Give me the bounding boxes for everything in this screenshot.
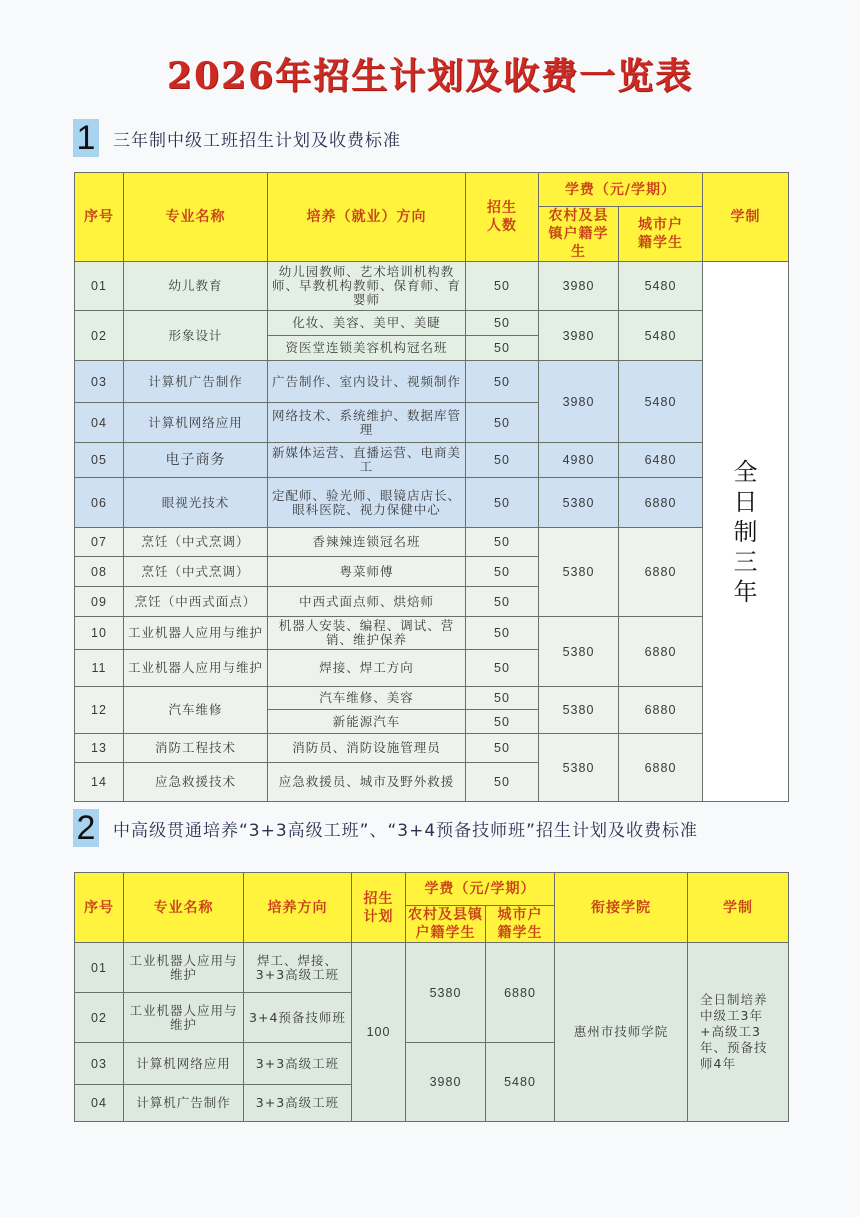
row-seq: 12 (75, 687, 124, 734)
row-fee-rural: 5380 (539, 617, 619, 687)
row-direction: 新能源汽车 (268, 710, 466, 734)
row-seq: 04 (75, 403, 124, 443)
section-1-heading (73, 119, 401, 157)
system-cell (703, 262, 789, 802)
table-row (75, 443, 789, 478)
table-row (75, 943, 789, 993)
header-plan: 招生计划 (352, 873, 406, 943)
header-seq: 序号 (75, 173, 124, 262)
row-direction: 香辣辣连锁冠名班 (268, 528, 466, 557)
table-row (75, 311, 789, 336)
row-fee-urban: 5480 (619, 311, 703, 361)
enrollment-table-2 (74, 872, 789, 1122)
row-direction: 资医堂连锁美容机构冠名班 (268, 336, 466, 361)
header-fee-urban: 城市户籍学生 (486, 906, 555, 943)
row-seq: 02 (75, 993, 124, 1043)
row-direction: 消防员、消防设施管理员 (268, 734, 466, 763)
row-enroll: 50 (466, 587, 539, 617)
table-row (75, 687, 789, 710)
header-system: 学制 (703, 173, 789, 262)
row-major: 眼视光技术 (124, 478, 268, 528)
row-fee-urban: 6880 (619, 528, 703, 617)
section-title: 三年制中级工班招生计划及收费标准 (113, 130, 401, 151)
row-fee-urban: 6880 (619, 687, 703, 734)
row-direction: 3+3高级工班 (244, 1085, 352, 1122)
row-fee-rural: 3980 (539, 361, 619, 443)
system-value: 全日制培养中级工3年+高级工3年、预备技师4年 (700, 992, 768, 1071)
row-seq: 07 (75, 528, 124, 557)
row-fee-urban: 5480 (486, 1043, 555, 1122)
table-row (75, 262, 789, 311)
row-direction: 中西式面点师、烘焙师 (268, 587, 466, 617)
header-major: 专业名称 (124, 173, 268, 262)
row-seq: 03 (75, 1043, 124, 1085)
system-value: 全日制三年 (733, 457, 758, 606)
header-fee-rural: 农村及县镇户籍学生 (406, 906, 486, 943)
header-major: 专业名称 (124, 873, 244, 943)
section-2-heading (73, 809, 698, 847)
row-major: 工业机器人应用与维护 (124, 617, 268, 650)
row-enroll: 50 (466, 710, 539, 734)
row-seq: 04 (75, 1085, 124, 1122)
row-seq: 03 (75, 361, 124, 403)
table-row (75, 361, 789, 403)
section-number-badge: 1 (73, 119, 99, 157)
row-fee-urban: 6880 (619, 617, 703, 687)
row-fee-rural: 5380 (539, 687, 619, 734)
row-direction: 焊接、焊工方向 (268, 650, 466, 687)
row-direction: 网络技术、系统维护、数据库管理 (268, 403, 466, 443)
row-fee-rural: 4980 (539, 443, 619, 478)
row-fee-urban: 5480 (619, 361, 703, 443)
row-seq: 06 (75, 478, 124, 528)
row-fee-urban: 6880 (619, 478, 703, 528)
row-fee-rural: 5380 (539, 734, 619, 802)
plan-value: 100 (352, 943, 406, 1122)
header-college: 衔接学院 (555, 873, 688, 943)
row-seq: 08 (75, 557, 124, 587)
system-cell (688, 943, 789, 1122)
row-major: 工业机器人应用与维护 (124, 993, 244, 1043)
row-fee-urban: 6880 (486, 943, 555, 1043)
row-enroll: 50 (466, 262, 539, 311)
section-number-badge: 2 (73, 809, 99, 847)
table-row (75, 528, 789, 557)
row-direction: 广告制作、室内设计、视频制作 (268, 361, 466, 403)
header-fee-rural: 农村及县镇户籍学生 (539, 207, 619, 262)
row-enroll: 50 (466, 311, 539, 336)
row-major: 幼儿教育 (124, 262, 268, 311)
row-major: 电子商务 (124, 443, 268, 478)
row-enroll: 50 (466, 617, 539, 650)
row-enroll: 50 (466, 478, 539, 528)
row-direction: 粤菜师傅 (268, 557, 466, 587)
row-direction: 化妆、美容、美甲、美睫 (268, 311, 466, 336)
row-direction: 3+3高级工班 (244, 1043, 352, 1085)
row-fee-rural: 5380 (539, 528, 619, 617)
row-seq: 10 (75, 617, 124, 650)
row-fee-rural: 5380 (539, 478, 619, 528)
row-enroll: 50 (466, 443, 539, 478)
header-direction: 培养（就业）方向 (268, 173, 466, 262)
row-direction: 应急救援员、城市及野外救援 (268, 763, 466, 802)
row-enroll: 50 (466, 336, 539, 361)
table-row (75, 734, 789, 763)
row-direction: 机器人安装、编程、调试、营销、维护保养 (268, 617, 466, 650)
page-title: 2026年招生计划及收费一览表 (166, 55, 694, 97)
header-system: 学制 (688, 873, 789, 943)
row-major: 烹饪（中式烹调） (124, 528, 268, 557)
row-major: 形象设计 (124, 311, 268, 361)
section-title: 中高级贯通培养“3+3高级工班”、“3+4预备技师班”招生计划及收费标准 (113, 820, 698, 841)
row-direction: 焊工、焊接、3+3高级工班 (244, 943, 352, 993)
row-major: 消防工程技术 (124, 734, 268, 763)
row-fee-rural: 3980 (406, 1043, 486, 1122)
row-major: 烹饪（中西式面点） (124, 587, 268, 617)
row-major: 汽车维修 (124, 687, 268, 734)
row-enroll: 50 (466, 528, 539, 557)
row-enroll: 50 (466, 557, 539, 587)
row-enroll: 50 (466, 403, 539, 443)
row-seq: 13 (75, 734, 124, 763)
row-seq: 02 (75, 311, 124, 361)
header-fee-group: 学费（元/学期） (539, 173, 703, 207)
row-seq: 14 (75, 763, 124, 802)
row-major: 烹饪（中式烹调） (124, 557, 268, 587)
row-direction: 定配师、验光师、眼镜店店长、眼科医院、视力保健中心 (268, 478, 466, 528)
header-seq: 序号 (75, 873, 124, 943)
row-fee-rural: 3980 (539, 311, 619, 361)
table-row (75, 617, 789, 650)
row-seq: 11 (75, 650, 124, 687)
row-major: 工业机器人应用与维护 (124, 650, 268, 687)
row-major: 计算机网络应用 (124, 1043, 244, 1085)
header-fee-urban: 城市户籍学生 (619, 207, 703, 262)
row-seq: 05 (75, 443, 124, 478)
row-fee-rural: 3980 (539, 262, 619, 311)
row-fee-urban: 6880 (619, 734, 703, 802)
row-major: 计算机广告制作 (124, 361, 268, 403)
row-seq: 01 (75, 943, 124, 993)
row-major: 应急救援技术 (124, 763, 268, 802)
row-direction: 3+4预备技师班 (244, 993, 352, 1043)
row-enroll: 50 (466, 687, 539, 710)
header-fee-group: 学费（元/学期） (406, 873, 555, 906)
row-major: 计算机广告制作 (124, 1085, 244, 1122)
header-direction: 培养方向 (244, 873, 352, 943)
row-fee-urban: 6480 (619, 443, 703, 478)
row-seq: 09 (75, 587, 124, 617)
college-value: 惠州市技师学院 (555, 943, 688, 1122)
header-enroll: 招生人数 (466, 173, 539, 262)
row-enroll: 50 (466, 650, 539, 687)
row-direction: 汽车维修、美容 (268, 687, 466, 710)
row-direction: 幼儿园教师、艺术培训机构教师、早教机构教师、保育师、育婴师 (268, 262, 466, 311)
row-major: 工业机器人应用与维护 (124, 943, 244, 993)
row-enroll: 50 (466, 734, 539, 763)
row-fee-urban: 5480 (619, 262, 703, 311)
row-fee-rural: 5380 (406, 943, 486, 1043)
row-enroll: 50 (466, 361, 539, 403)
table-row (75, 478, 789, 528)
row-enroll: 50 (466, 763, 539, 802)
row-direction: 新媒体运营、直播运营、电商美工 (268, 443, 466, 478)
row-seq: 01 (75, 262, 124, 311)
enrollment-table-1 (74, 172, 789, 802)
row-major: 计算机网络应用 (124, 403, 268, 443)
